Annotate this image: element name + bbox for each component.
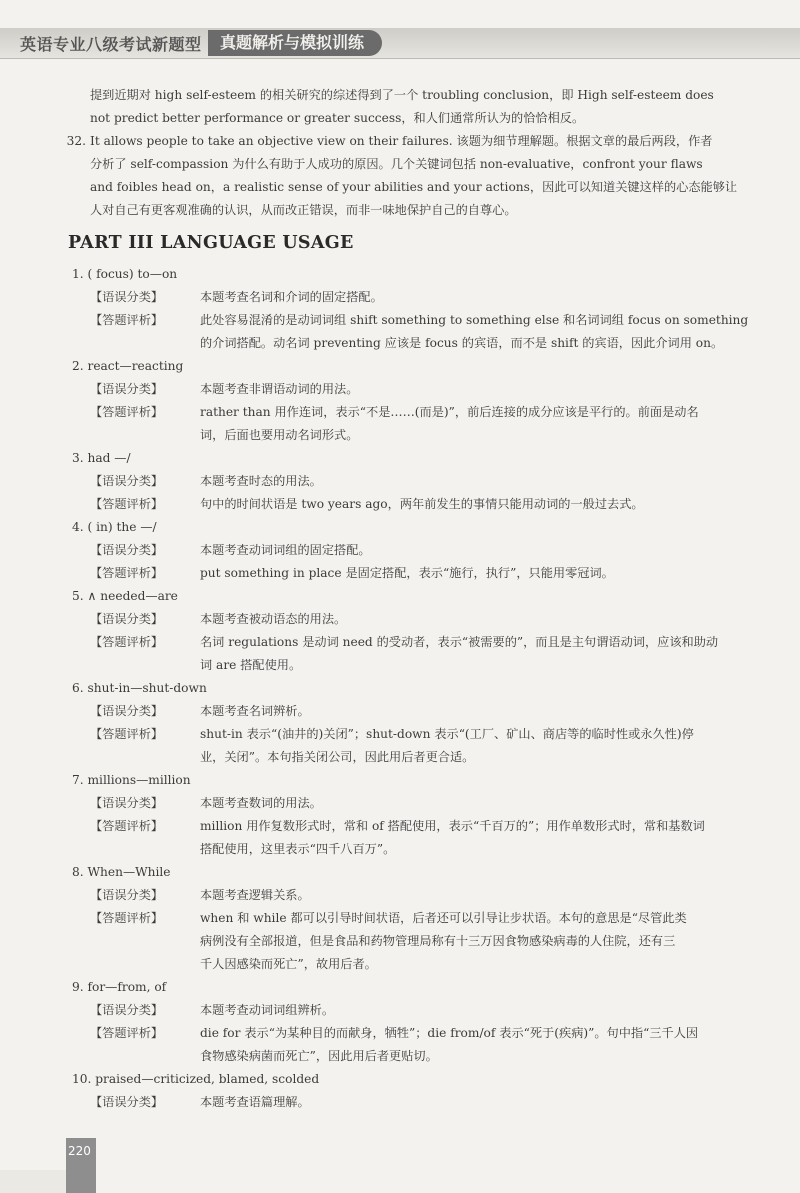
answer-analysis — [62, 562, 752, 585]
item-head: 7. millions—million — [72, 773, 191, 787]
analysis-line: when 和 while 都可以引导时间状语，后者还可以引导让步状语。本句的意思是“尽管此类 — [200, 911, 687, 925]
category-label: 【语误分类】 — [90, 290, 164, 304]
answer-line: It allows people to take an objective view on their failures. 该题为细节理解题。根据文章的最后两段，作者 — [90, 134, 713, 148]
intro-line: not predict better performance or greater success，和人们通常所认为的恰恰相反。 — [90, 111, 585, 125]
analysis-label: 【答题评析】 — [90, 727, 164, 741]
answer-item — [62, 355, 752, 447]
analysis-text — [200, 493, 752, 516]
question-32 — [62, 130, 752, 222]
analysis-line: 此处容易混淆的是动词词组 shift something to something else 和名词词组 focus on something — [200, 313, 749, 327]
error-category — [62, 608, 752, 631]
analysis-text — [200, 907, 752, 976]
error-category — [62, 1091, 752, 1114]
error-category — [62, 539, 752, 562]
category-text: 本题考查动词词组的固定搭配。 — [200, 543, 371, 557]
analysis-line: die for 表示“为某种目的而献身，牺牲”；die from/of 表示“死于(疾病)”。句中指“三千人因 — [200, 1026, 699, 1040]
question-number: 32. — [66, 134, 86, 148]
analysis-label: 【答题评析】 — [90, 635, 164, 649]
category-label: 【语误分类】 — [90, 1095, 164, 1109]
item-head: 10. praised—criticized, blamed, scolded — [72, 1072, 320, 1086]
answer-item — [62, 976, 752, 1068]
category-text: 本题考查数词的用法。 — [200, 796, 322, 810]
item-head: 3. had —/ — [72, 451, 131, 465]
answer-line: and foibles head on，a realistic sense of your abilities and your actions，因此可以知道关键这样的心态能够让 — [90, 180, 738, 194]
category-text: 本题考查时态的用法。 — [200, 474, 322, 488]
item-head: 2. react—reacting — [72, 359, 184, 373]
category-text: 本题考查被动语态的用法。 — [200, 612, 347, 626]
analysis-label: 【答题评析】 — [90, 497, 164, 511]
error-category — [62, 286, 752, 309]
category-label: 【语误分类】 — [90, 382, 164, 396]
category-label: 【语误分类】 — [90, 543, 164, 557]
category-label: 【语误分类】 — [90, 796, 164, 810]
page-number: 220 — [68, 1144, 91, 1158]
book-series-title: 英语专业八级考试新题型 — [20, 35, 202, 54]
error-category — [62, 378, 752, 401]
answer-item — [62, 585, 752, 677]
answer-item — [62, 516, 752, 585]
answer-analysis — [62, 723, 752, 769]
answer-analysis — [62, 401, 752, 447]
item-head: 1. ( focus) to—on — [72, 267, 178, 281]
item-head: 4. ( in) the —/ — [72, 520, 157, 534]
analysis-text — [200, 309, 752, 355]
answer-analysis — [62, 493, 752, 516]
answer-analysis — [62, 1022, 752, 1068]
category-text: 本题考查逻辑关系。 — [200, 888, 310, 902]
part-title: PART III LANGUAGE USAGE — [68, 233, 354, 253]
analysis-line: 千人因感染而死亡”，故用后者。 — [200, 957, 377, 971]
analysis-text — [200, 631, 752, 677]
item-head: 6. shut-in—shut-down — [72, 681, 207, 695]
answer-analysis — [62, 907, 752, 976]
answer-item — [62, 769, 752, 861]
item-head: 8. When—While — [72, 865, 171, 879]
item-head: 5. ∧ needed—are — [72, 589, 178, 603]
error-category — [62, 470, 752, 493]
analysis-text — [200, 815, 752, 861]
category-label: 【语误分类】 — [90, 704, 164, 718]
category-text: 本题考查动词词组辨析。 — [200, 1003, 335, 1017]
error-category — [62, 884, 752, 907]
analysis-line: 词，后面也要用动名词形式。 — [200, 428, 359, 442]
analysis-text — [200, 562, 752, 585]
analysis-line: million 用作复数形式时，常和 of 搭配使用，表示“千百万的”；用作单数形式时，常和基数词 — [200, 819, 705, 833]
analysis-line: put something in place 是固定搭配，表示“施行，执行”，只能用零冠词。 — [200, 566, 614, 580]
answer-analysis — [62, 309, 752, 355]
category-label: 【语误分类】 — [90, 1003, 164, 1017]
analysis-line: rather than 用作连词，表示“不是……(而是)”，前后连接的成分应该是平行的。前面是动名 — [200, 405, 699, 419]
running-header — [0, 28, 800, 58]
analysis-text — [200, 723, 752, 769]
analysis-line: 搭配使用，这里表示“四千八百万”。 — [200, 842, 396, 856]
analysis-label: 【答题评析】 — [90, 911, 164, 925]
answer-line: 人对自己有更客观准确的认识，从而改正错误，而非一味地保护自己的自尊心。 — [90, 203, 517, 217]
category-label: 【语误分类】 — [90, 612, 164, 626]
category-text: 本题考查名词和介词的固定搭配。 — [200, 290, 383, 304]
analysis-line: shut-in 表示“(油井的)关闭”；shut-down 表示“(工厂、矿山、商店等的临时性或永久性)停 — [200, 727, 694, 741]
analysis-label: 【答题评析】 — [90, 1026, 164, 1040]
analysis-line: 句中的时间状语是 two years ago，两年前发生的事情只能用动词的一般过去式。 — [200, 497, 644, 511]
intro-line: 提到近期对 high self-esteem 的相关研究的综述得到了一个 troubling conclusion，即 High self-esteem does — [90, 88, 714, 102]
answer-analysis — [62, 631, 752, 677]
error-category — [62, 792, 752, 815]
category-label: 【语误分类】 — [90, 474, 164, 488]
page-edge — [0, 1170, 66, 1193]
analysis-line: 业，关闭”。本句指关闭公司，因此用后者更合适。 — [200, 750, 475, 764]
analysis-line: 的介词搭配。动名词 preventing 应该是 focus 的宾语，而不是 shift 的宾语，因此介词用 on。 — [200, 336, 724, 350]
answer-item — [62, 263, 752, 355]
language-usage-items — [62, 263, 752, 1114]
analysis-label: 【答题评析】 — [90, 405, 164, 419]
analysis-line: 病例没有全部报道，但是食品和药物管理局称有十三万因食物感染病毒的人住院，还有三 — [200, 934, 676, 948]
analysis-line: 食物感染病菌而死亡”，因此用后者更贴切。 — [200, 1049, 438, 1063]
analysis-line: 名词 regulations 是动词 need 的受动者，表示“被需要的”，而且是主句谓语动词，应该和助动 — [200, 635, 719, 649]
error-category — [62, 999, 752, 1022]
answer-analysis — [62, 815, 752, 861]
answer-item — [62, 677, 752, 769]
analysis-label: 【答题评析】 — [90, 819, 164, 833]
answer-item — [62, 1068, 752, 1114]
analysis-text — [200, 401, 752, 447]
item-head: 9. for—from, of — [72, 980, 167, 994]
category-text: 本题考查语篇理解。 — [200, 1095, 310, 1109]
analysis-label: 【答题评析】 — [90, 566, 164, 580]
answer-item — [62, 861, 752, 976]
question-32-text — [90, 130, 752, 222]
category-text: 本题考查名词辨析。 — [200, 704, 310, 718]
book-subtitle-tab: 真题解析与模拟训练 — [208, 30, 382, 56]
page-content — [62, 84, 752, 1114]
error-category — [62, 700, 752, 723]
answer-item — [62, 447, 752, 516]
answer-line: 分析了 self-compassion 为什么有助于人成功的原因。几个关键词包括 non-evaluative，confront your flaws — [90, 157, 703, 171]
analysis-line: 词 are 搭配使用。 — [200, 658, 302, 672]
category-label: 【语误分类】 — [90, 888, 164, 902]
category-text: 本题考查非谓语动词的用法。 — [200, 382, 359, 396]
analysis-text — [200, 1022, 752, 1068]
analysis-label: 【答题评析】 — [90, 313, 164, 327]
